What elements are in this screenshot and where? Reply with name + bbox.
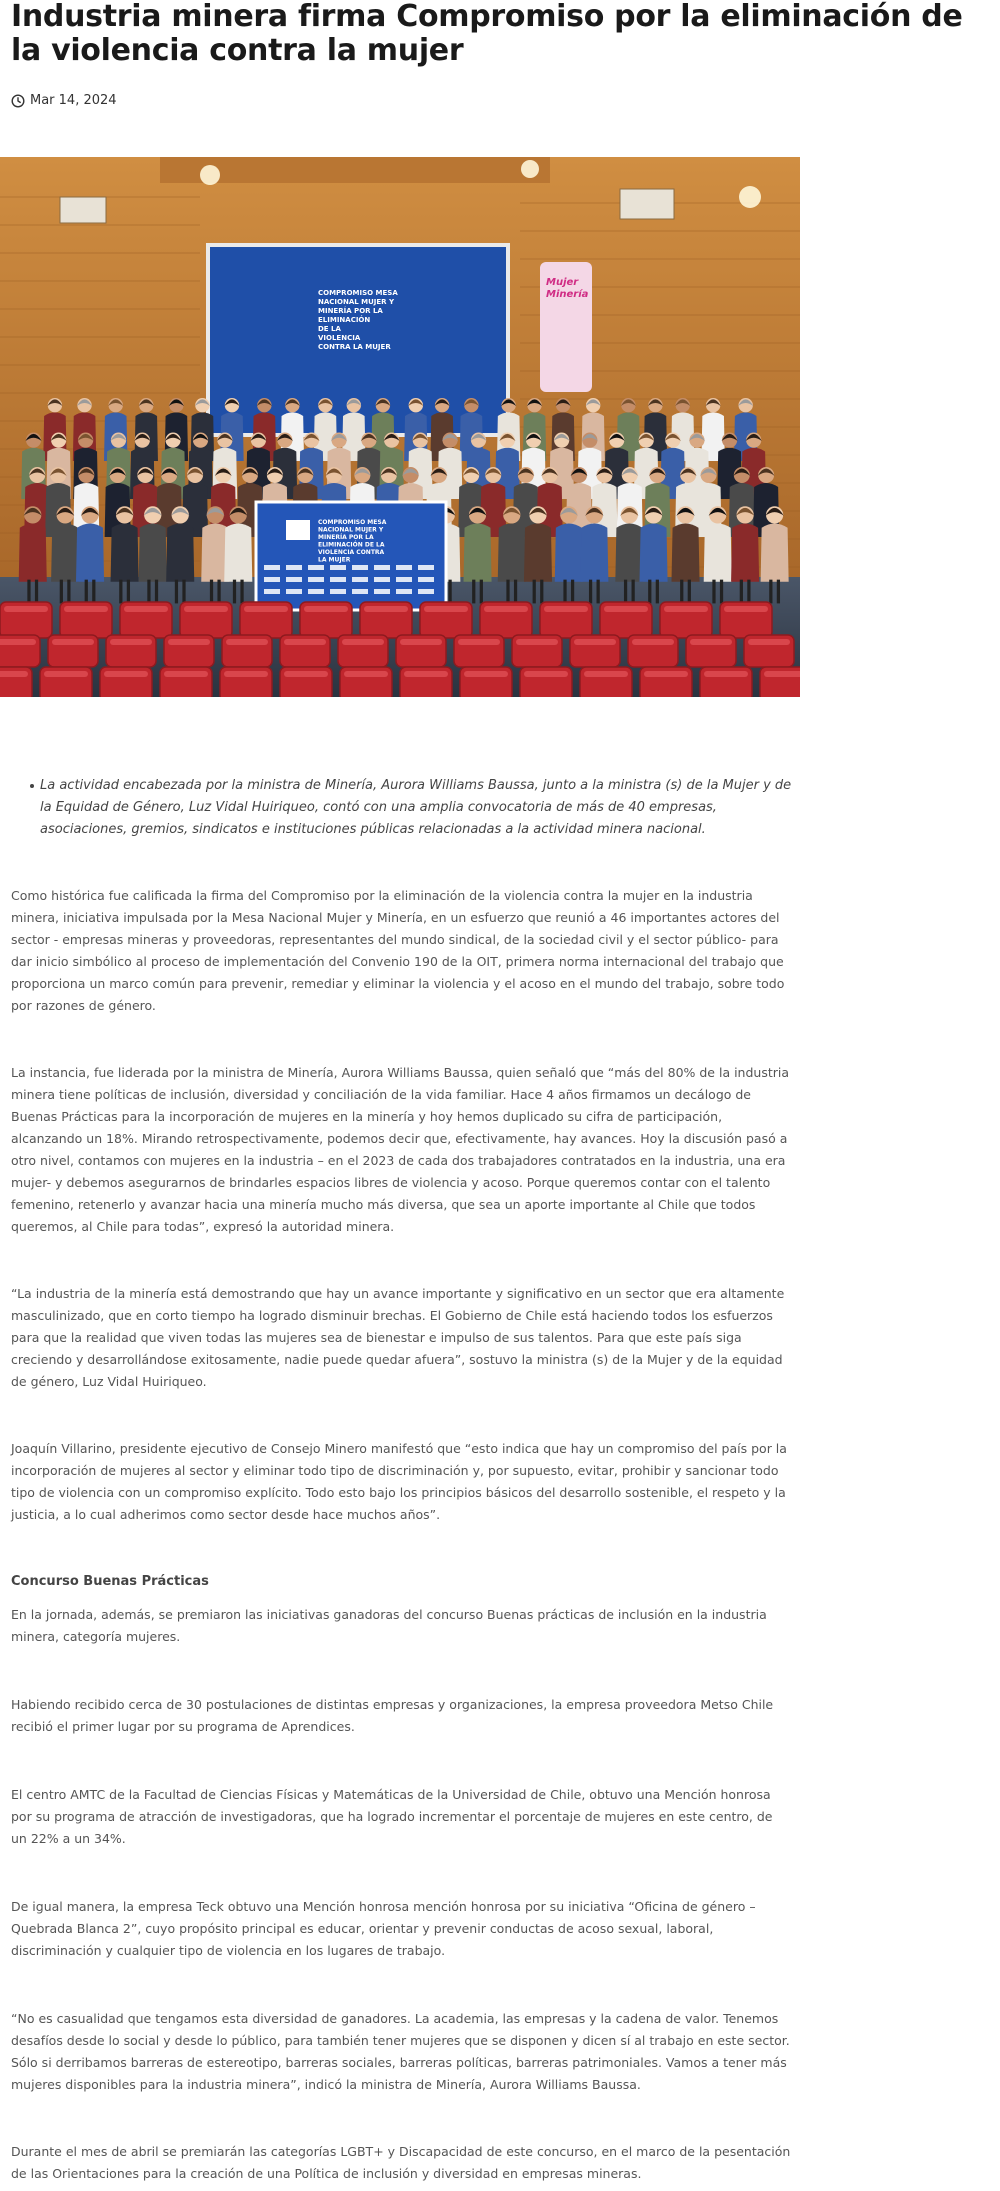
seat-highlight [604,606,648,612]
person-body [580,523,608,581]
sponsor-logo [396,589,412,594]
text-line: CONTRA LA MUJER [318,343,391,351]
person-leg [540,580,543,604]
seat-highlight [64,606,108,612]
text-line: Minería [546,289,589,300]
person-body [139,523,167,581]
person-leg [688,580,691,604]
paragraph-9: “No es casualidad que tengamos esta diversidad de ganadores. La academia, las empresas y la cadena de valor. Tenemos desafíos desde lo social y desde lo público, para también tener mujeres que se disponen y dicen sí al trabajo en este sector. Sólo si derribamos barreras de estereotipo, barreras sociales, barreras políticas, barreras patrimoniales. Vamos a tener más mujeres disponibles para la industria minera”, indicó la ministra de Minería, Aurora Williams Baussa. [11,2011,790,2092]
vent-left [60,197,106,223]
seat-highlight [110,639,152,645]
person-body [640,523,668,581]
person-body [524,523,552,581]
person-leg [563,580,566,604]
person-leg [35,580,38,604]
seat-highlight [400,639,442,645]
person-leg [210,580,213,604]
paragraph-7: El centro AMTC de la Facultad de Ciencias Físicas y Matemáticas de la Universidad de Chile, obtuvo una Mención honrosa por su programa de atracción de investigadoras, que ha logrado incrementar el porcentaje de mujeres en este centro, de un 22% a un 34%. [11,1787,773,1846]
text-line: VIOLENCIA CONTRA [318,549,385,556]
seat-highlight [44,671,88,677]
sponsor-logo [396,565,412,570]
vent-right [620,189,674,219]
paragraph-4: Joaquín Villarino, presidente ejecutivo de Consejo Minero manifestó que “esto indica que hay un compromiso del país por la incorporación de mujeres al sector y eliminar todo tipo de discriminación y, por supuesto, evitar, prohibir y sancionar todo tipo de violencia con un compromiso explícito. Todo esto bajo los principios básicos del desarrollo sostenible, el respeto y la justicia, a lo cual adherimos como sector desde hace muchos años”. [11,1441,787,1522]
person-leg [712,580,715,604]
seat-highlight [764,671,800,677]
person-leg [448,580,451,604]
sponsor-logo [374,589,390,594]
text-line: Mujer [546,277,579,288]
section-heading: Concurso Buenas Prácticas [11,1574,209,1589]
person-leg [60,580,63,604]
person-body [224,523,252,581]
sponsor-logo [418,589,434,594]
sponsor-logo [264,565,280,570]
text-line: VIOLENCIA [318,334,361,342]
paragraph-2: La instancia, fue liderada por la ministra de Minería, Aurora Williams Baussa, quien señaló que “más del 80% de la industria minera tiene políticas de inclusión, diversidad y conciliación de la vida familiar. Hace 4 años firmamos un decálogo de Buenas Prácticas para la incorporación de mujeres en la minería y hoy hemos duplicado su cifra de participación, alcanzando un 18%. Mirando retrospectivamente, podemos decir que, efectivamente, hay avances. Hoy la discusión pasó a otro nivel, contamos con mujeres en la industria – en el 2023 de cada dos trabajadores contratados en la industria, una era mujer- y debemos asegurarnos de brindarles espacios libres de violencia y acoso. Porque queremos contar con el talento femenino, retenerlo y avanzar hacia una minería mucho más diversa, que sea un aporte importante al Chile que todos queremos, al Chile para todas”, expresó la autoridad minera. [11,1065,790,1234]
seat-highlight [748,639,790,645]
person-leg [632,580,635,604]
sponsor-logo [330,589,346,594]
person-leg [680,580,683,604]
seat-highlight [304,606,348,612]
person-leg [589,580,592,604]
person-body [761,523,789,581]
person-leg [27,580,30,604]
person-body [555,523,583,581]
person-body [463,523,491,581]
person-leg [155,580,158,604]
seat-highlight [584,671,628,677]
seat-highlight [404,671,448,677]
person-leg [720,580,723,604]
seat-highlight [124,606,168,612]
text-line: COMPROMISO MESA [318,519,387,526]
lead-list [40,775,792,841]
seat-highlight [544,606,588,612]
person-body [498,523,526,581]
person-body [671,523,699,581]
person-leg [119,580,122,604]
person-leg [506,580,509,604]
person-body [731,523,759,581]
person-leg [624,580,627,604]
seat-highlight [184,606,228,612]
person-leg [127,580,130,604]
sponsor-logo [286,565,302,570]
sign-logo [286,520,310,540]
seat-highlight [724,606,768,612]
sponsor-logo [418,565,434,570]
text-line: MINERÍA POR LA [318,534,374,541]
person-body [615,523,643,581]
text-line: NACIONAL MUJER Y [318,298,395,306]
ceiling-light [521,160,539,178]
person-leg [92,580,95,604]
seat-highlight [524,671,568,677]
seat-highlight [164,671,208,677]
sponsor-logo [418,577,434,582]
seat-highlight [664,606,708,612]
sponsor-logo [308,577,324,582]
person-leg [240,580,243,604]
person-body [51,523,79,581]
seat-highlight [284,671,328,677]
person-body [111,523,139,581]
person-leg [571,580,574,604]
seat-highlight [424,606,468,612]
sponsor-logo [286,577,302,582]
paragraph-1: Como histórica fue calificada la firma del Compromiso por la eliminación de la violencia contra la mujer en la industria minera, iniciativa impulsada por la Mesa Nacional Mujer y Minería, en un esfuerzo que reunió a 46 importantes actores del sector - empresas mineras y proveedoras, representantes del mundo sindical, de la sociedad civil y el sector público- para dar inicio simbólico al proceso de implementación del Convenio 190 de la OIT, primera norma internacional del trabajo que proporciona un marco común para prevenir, remediar y eliminar la violencia y el acoso en el mundo del trabajo, sobre todo por razones de género. [11,888,785,1013]
person-leg [85,580,88,604]
ceiling-light [200,165,220,185]
person-body [19,523,47,581]
clock-icon [11,94,25,108]
person-leg [217,580,220,604]
seat-highlight [224,671,268,677]
seat-highlight [364,606,408,612]
person-leg [233,580,236,604]
text-line: NACIONAL MUJER Y [318,526,384,534]
person-leg [777,580,780,604]
person-leg [182,580,185,604]
paragraph-10: Durante el mes de abril se premiarán las categorías LGBT+ y Discapacidad de este concurso, en el marco de la pesentación de las Orientaciones para la creación de una Política de inclusión y diversidad en empresas mineras. [11,2144,791,2181]
seat-highlight [0,671,28,677]
paragraph-6: Habiendo recibido cerca de 30 postulaciones de distintas empresas y organizaciones, la empresa proveedora Metso Chile recibió el primer lugar por su programa de Aprendices. [11,1697,774,1734]
article-title: Industria minera firma Compromiso por la eliminación de la violencia contra la mujer [11,0,963,68]
text-line: LA MUJER [318,556,351,564]
sponsor-logo [374,577,390,582]
article-photo [0,157,800,697]
ceiling-light [739,186,761,208]
seat-highlight [516,639,558,645]
seat-highlight [458,639,500,645]
person-leg [480,580,483,604]
seat-highlight [690,639,732,645]
group-photo-illustration [0,157,800,697]
seat-highlight [0,639,36,645]
seat-highlight [52,639,94,645]
seat-highlight [464,671,508,677]
sponsor-logo [352,577,368,582]
lead-summary: La actividad encabezada por la ministra de Minería, Aurora Williams Baussa, junto a la ministra (s) de la Mujer y de la Equidad de Género, Luz Vidal Huiriqueo, contó con una amplia convocatoria de más de 40 empresas, asociaciones, gremios, sindicatos e instituciones públicas relacionadas a la actividad minera nacional. [40,775,792,841]
seat-highlight [344,671,388,677]
seat-highlight [644,671,688,677]
person-leg [514,580,517,604]
seat-highlight [4,606,48,612]
person-leg [747,580,750,604]
person-leg [472,580,475,604]
paragraph-3: “La industria de la minería está demostrando que hay un avance importante y significativo en un sector que era altamente masculinizado, que en corto tiempo ha logrado disminuir brechas. El Gobierno de Chile está haciendo todos los esfuerzos para que la realidad que viven todas las mujeres sea de bienestar e impulso de sus talentos. Para que este país siga creciendo y desarrollándose exitosamente, nadie puede quedar afuera”, sostuvo la ministra (s) de la Mujer y de la equidad de género, Luz Vidal Huiriqueo. [11,1286,785,1389]
seat-highlight [104,671,148,677]
person-leg [533,580,536,604]
person-leg [67,580,70,604]
person-body [166,523,194,581]
seat-highlight [484,606,528,612]
person-leg [656,580,659,604]
person-leg [147,580,150,604]
seat-highlight [226,639,268,645]
person-leg [740,580,743,604]
sponsor-logo [286,589,302,594]
person-leg [648,580,651,604]
sponsor-logo [308,565,324,570]
sponsor-logo [374,565,390,570]
seat-highlight [168,639,210,645]
person-body [704,523,732,581]
sponsor-logo [264,577,280,582]
sponsor-logo [330,577,346,582]
text-line: ELIMINACIÓN DE LA [318,541,385,549]
text-line: MINERÍA POR LA [318,307,383,315]
publish-date: Mar 14, 2024 [30,93,117,108]
person-leg [769,580,772,604]
person-leg [597,580,600,604]
seat-highlight [574,639,616,645]
paragraph-8: De igual manera, la empresa Teck obtuvo una Mención honrosa mención honrosa por su iniciativa “Oficina de género – Quebrada Blanca 2”, cuyo propósito principal es educar, orientar y prevenir conductas de acoso sexual, laboral, discriminación y cualquier tipo de violencia en los lugares de trabajo. [11,1899,756,1958]
seat-highlight [342,639,384,645]
seat-highlight [704,671,748,677]
article-meta [11,93,117,108]
text-line: COMPROMISO MESA [318,289,398,297]
seat-highlight [244,606,288,612]
sponsor-logo [396,577,412,582]
sponsor-logo [264,589,280,594]
text-line: ELIMINACIÓN [318,316,371,324]
text-line: DE LA [318,325,341,333]
person-body [76,523,104,581]
seat-highlight [284,639,326,645]
paragraph-5: En la jornada, además, se premiaron las iniciativas ganadoras del concurso Buenas prácticas de inclusión en la industria minera, categoría mujeres. [11,1607,767,1644]
sponsor-logo [308,589,324,594]
sponsor-logo [352,589,368,594]
seat-highlight [632,639,674,645]
sponsor-logo [352,565,368,570]
person-leg [175,580,178,604]
sponsor-logo [330,565,346,570]
